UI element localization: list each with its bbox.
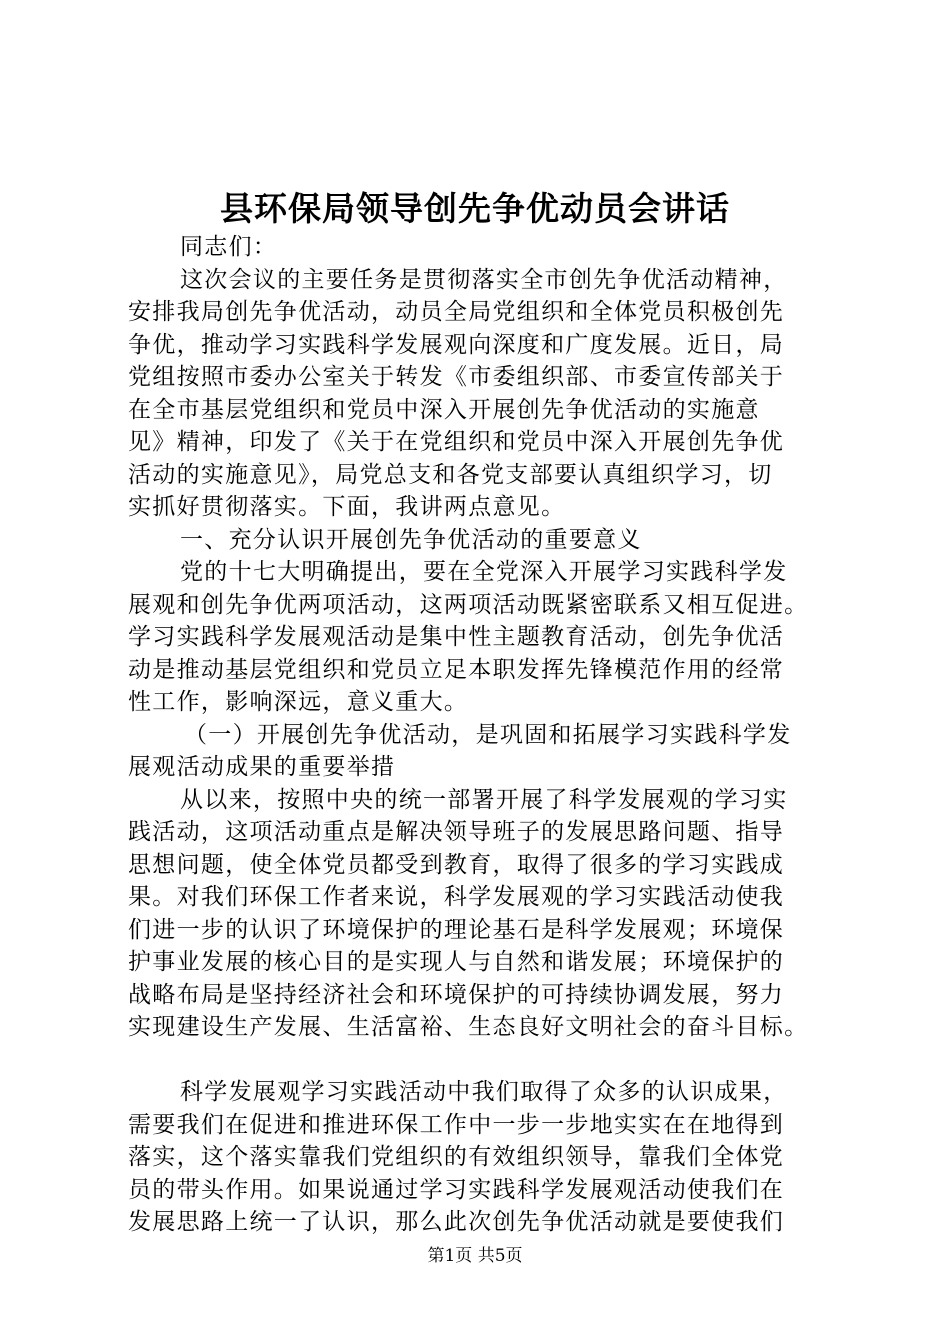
body-line: 践活动，这项活动重点是解决领导班子的发展思路问题、指导 xyxy=(128,819,785,845)
body-line: 展观和创先争优两项活动，这两项活动既紧密联系又相互促进。 xyxy=(128,591,809,618)
document-body xyxy=(128,231,848,1239)
body-line: 学习实践科学发展观活动是集中性主题教育活动，创先争优活 xyxy=(128,624,785,650)
body-line: 性工作，影响深远，意义重大。 xyxy=(128,689,469,715)
body-line: 这次会议的主要任务是贯彻落实全市创先争优活动精神， xyxy=(180,266,788,293)
body-line: 思想问题，使全体党员都受到教育，取得了很多的学习实践成 xyxy=(128,851,785,878)
body-line: 党组按照市委办公室关于转发《市委组织部、市委宣传部关于 xyxy=(128,364,785,390)
subsection-heading: （一）开展创先争优活动，是巩固和拓展学习实践科学发 xyxy=(184,721,792,748)
body-line: 见》精神，印发了《关于在党组织和党员中深入开展创先争优 xyxy=(128,429,785,455)
body-line: 护事业发展的核心目的是实现人与自然和谐发展；环境保护的 xyxy=(128,949,785,975)
body-line: 果。对我们环保工作者来说，科学发展观的学习实践活动使我 xyxy=(128,884,785,910)
document-title: 县环保局领导创先争优动员会讲话 xyxy=(220,189,730,228)
salutation: 同志们： xyxy=(180,234,278,260)
body-line: 实抓好贯彻落实。下面，我讲两点意见。 xyxy=(128,494,566,520)
body-line: 党的十七大明确提出，要在全党深入开展学习实践科学发 xyxy=(180,559,788,585)
section-heading: 一、充分认识开展创先争优活动的重要意义 xyxy=(180,526,642,553)
body-line: 安排我局创先争优活动，动员全局党组织和全体党员积极创先 xyxy=(128,299,785,325)
body-line: 动是推动基层党组织和党员立足本职发挥先锋模范作用的经常 xyxy=(128,656,785,683)
body-line: 在全市基层党组织和党员中深入开展创先争优活动的实施意 xyxy=(128,396,760,423)
body-line: 实现建设生产发展、生活富裕、生态良好文明社会的奋斗目标。 xyxy=(128,1014,809,1040)
body-line: 需要我们在促进和推进环保工作中一步一步地实实在在地得到 xyxy=(128,1111,785,1138)
page-number: 第1页 共5页 xyxy=(427,1246,523,1266)
body-line: 争优，推动学习实践科学发展观向深度和广度发展。近日，局 xyxy=(128,331,785,358)
body-line: 科学发展观学习实践活动中我们取得了众多的认识成果， xyxy=(180,1079,788,1105)
body-line: 从以来，按照中央的统一部署开展了科学发展观的学习实 xyxy=(180,786,788,813)
body-line: 活动的实施意见》，局党总支和各党支部要认真组织学习，切 xyxy=(128,461,773,488)
body-line: 员的带头作用。如果说通过学习实践科学发展观活动使我们在 xyxy=(128,1176,785,1203)
body-line: 们进一步的认识了环境保护的理论基石是科学发展观；环境保 xyxy=(128,916,785,943)
body-line: 战略布局是坚持经济社会和环境保护的可持续协调发展，努力 xyxy=(128,981,785,1008)
body-line: 发展思路上统一了认识，那么此次创先争优活动就是要使我们 xyxy=(128,1209,785,1235)
body-line: 落实，这个落实靠我们党组织的有效组织领导，靠我们全体党 xyxy=(128,1144,785,1170)
paragraph-spacer xyxy=(128,1044,848,1077)
subsection-heading-cont: 展观活动成果的重要举措 xyxy=(128,754,396,780)
